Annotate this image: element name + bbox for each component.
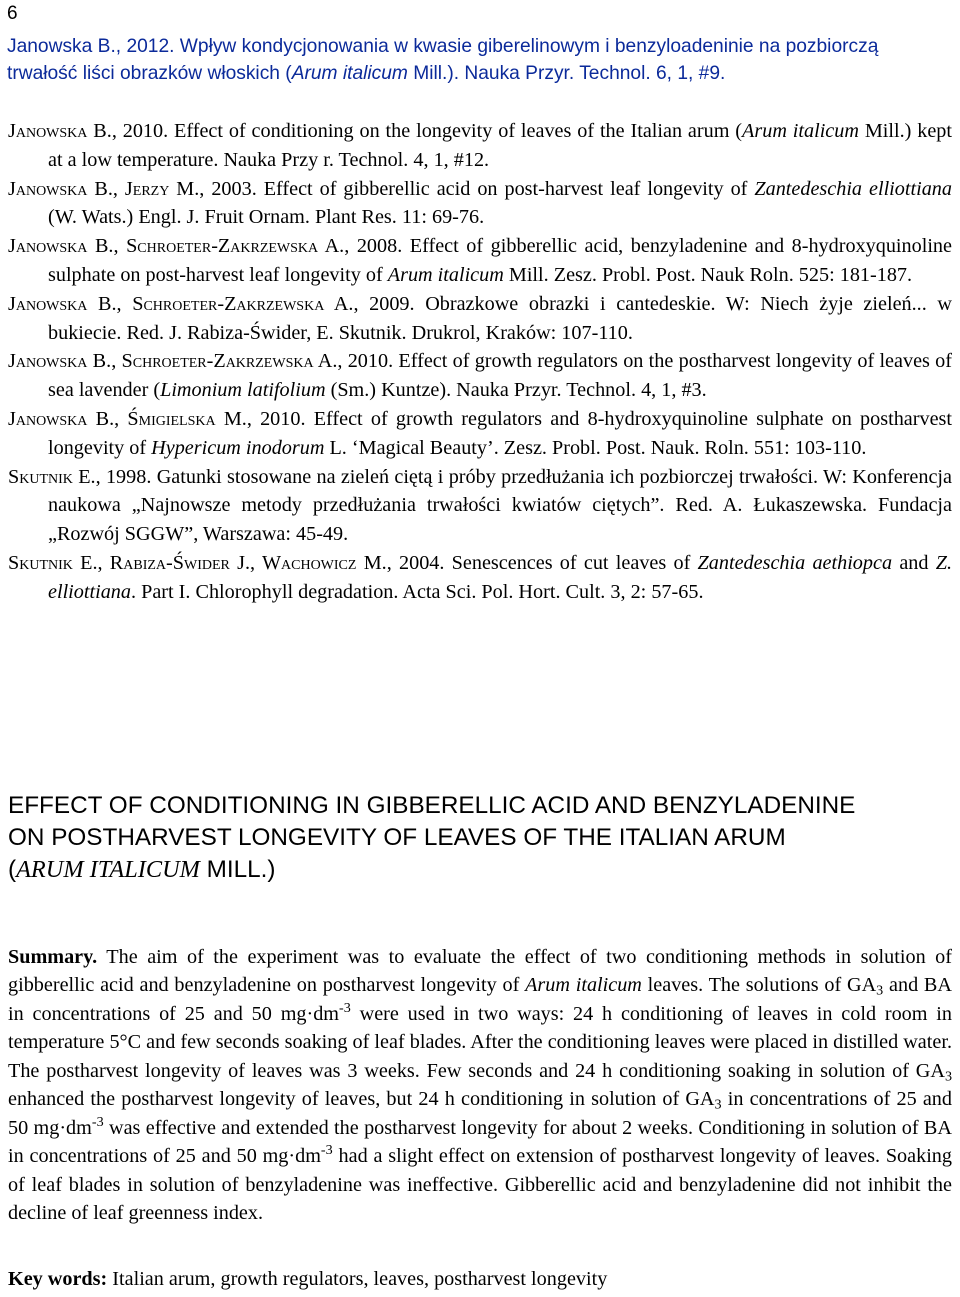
reference-text: and <box>892 551 936 574</box>
reference-text: L. ‘Magical Beauty’. Zesz. Probl. Post. Nauk. Roln. 551: 103-110. <box>324 436 867 459</box>
summary-text: had a slight effect on extension of postharvest longevity of leaves. Soaking of leaf blades in solution of benzyladenine was ineffective. Gibberellic acid and benzyladenine did not inhibit the decline of leaf greenness index. <box>8 1145 952 1225</box>
reference-species: Z. elliottiana <box>48 551 952 603</box>
summary-paragraph <box>8 943 952 1228</box>
reference-authors: Janowska B., Jerzy M. <box>8 177 200 200</box>
references-list <box>8 117 952 607</box>
title-paren: ( <box>8 856 17 883</box>
reference-text: , 2010. Effect of conditioning on the longevity of leaves of the Italian arum ( <box>111 120 743 142</box>
reference-text: . Part I. Chlorophyll degradation. Acta Sci. Pol. Hort. Cult. 3, 2: 57-65. <box>131 580 704 603</box>
reference-species: Arum italicum <box>742 120 859 142</box>
reference-item <box>8 290 952 348</box>
reference-species: Hypericum inodorum <box>151 436 325 459</box>
reference-text: , 2004. Senescences of cut leaves of <box>386 551 698 574</box>
reference-species: Limonium latifolium <box>160 379 326 402</box>
subscript: 3 <box>944 1068 952 1085</box>
reference-authors: Janowska B., Schroeter-Zakrzewska A. <box>8 292 354 315</box>
reference-text: , 2003. Effect of gibberellic acid on post-harvest leaf longevity of <box>199 177 755 200</box>
reference-item <box>8 175 952 233</box>
reference-text: , 2010. Effect of growth regulators on the postharvest longevity of leaves of sea lavender ( <box>48 350 952 402</box>
reference-text: , 2009. Obrazkowe obrazki i cantedeskie. W: Niech żyje zieleń... w bukiecie. Red. J. Rabiza-Świder, E. Skutnik. Drukrol, Kraków: 107-110. <box>48 292 952 344</box>
title-species: ARUM ITALICUM <box>16 856 200 883</box>
reference-item <box>8 347 952 405</box>
title-text: MILL.) <box>199 856 276 883</box>
reference-text: , 2008. Effect of gibberellic acid, benzyladenine and 8-hydroxyquinoline sulphate on post-harvest leaf longevity of <box>48 235 952 286</box>
superscript: -3 <box>320 1142 333 1159</box>
reference-authors: Janowska B., Schroeter-Zakrzewska A. <box>8 235 345 258</box>
citation-text: Janowska B., 2012. Wpływ kondycjonowania w kwasie giberelinowym i benzyloadeninie na pozbiorczą trwałość liści obrazków włoskich ( <box>7 36 879 84</box>
reference-authors: Janowska B., Śmigielska M. <box>8 407 247 430</box>
reference-species: Zantedeschia elliottiana <box>754 177 952 200</box>
summary-text: and BA in concentrations of 25 and 50 mg·dm <box>8 974 952 1025</box>
reference-item <box>8 405 952 463</box>
reference-authors: Skutnik E., Rabiza-Świder J., Wachowicz M. <box>8 551 387 574</box>
reference-authors: Skutnik E. <box>8 465 96 488</box>
reference-text: (Sm.) Kuntze). Nauka Przyr. Technol. 4, 1, #3. <box>325 379 707 402</box>
reference-item <box>8 549 952 607</box>
reference-text: Mill. Zesz. Probl. Post. Nauk Roln. 525: 181-187. <box>503 263 913 286</box>
summary-species: Arum italicum <box>525 974 642 997</box>
article-title <box>8 790 952 886</box>
reference-item <box>8 232 952 290</box>
keywords <box>8 1265 952 1293</box>
citation-species: Arum italicum <box>291 63 408 84</box>
superscript: -3 <box>339 1000 351 1017</box>
keywords-text: Italian arum, growth regulators, leaves, postharvest longevity <box>107 1268 608 1290</box>
reference-text: (W. Wats.) Engl. J. Fruit Ornam. Plant Res. 11: 69-76. <box>48 206 485 229</box>
subscript: 3 <box>876 982 884 999</box>
reference-text: Mill.) kept at a low temperature. Nauka Przy r. Technol. 4, 1, #12. <box>48 120 952 171</box>
summary-text: enhanced the postharvest longevity of leaves, but 24 h conditioning in solution of GA <box>8 1088 715 1111</box>
title-line <box>8 854 952 886</box>
reference-item <box>8 117 952 175</box>
reference-species: Arum italicum <box>387 263 504 286</box>
summary-text: leaves. The solutions of GA <box>641 974 877 997</box>
citation-header <box>7 33 952 87</box>
title-line: EFFECT OF CONDITIONING IN GIBBERELLIC ACID AND BENZYLADENINE <box>8 792 856 819</box>
reference-species: Zantedeschia aethiopca <box>697 551 893 574</box>
keywords-label: Key words: <box>8 1268 108 1290</box>
reference-item <box>8 463 952 549</box>
summary-text: The aim of the experiment was to evaluate the effect of two conditioning methods in solution of gibberellic acid and benzyladenine on postharvest longevity of <box>8 946 952 997</box>
reference-text: , 1998. Gatunki stosowane na zieleń ciętą i próby przedłużania ich pozbiorczej trwałości. W: Konferencja naukowa „Najnowsze metody przedłużania trwałości kwiatów ciętych”. Red. A. Łukaszewska. Fundacja „Rozwój SGGW”, Warszawa: 45-49. <box>48 465 952 546</box>
reference-authors: Janowska B. <box>8 120 112 142</box>
citation-text: Mill.). Nauka Przyr. Technol. 6, 1, #9. <box>407 63 726 84</box>
subscript: 3 <box>714 1096 722 1113</box>
summary-label: Summary. <box>8 946 98 968</box>
superscript: -3 <box>91 1113 104 1130</box>
reference-text: , 2010. Effect of growth regulators and 8-hydroxyquinoline sulphate on postharvest longevity of <box>48 407 952 459</box>
page-number: 6 <box>7 3 18 24</box>
summary-text: were used in two ways: 24 h conditioning of leaves in cold room in temperature 5°C and few seconds soaking of leaf blades. After the conditioning leaves were placed in distilled water. The postharvest longevity of leaves was 3 weeks. Few seconds and 24 h conditioning soaking in solution of GA <box>8 1002 952 1082</box>
title-line: ON POSTHARVEST LONGEVITY OF LEAVES OF THE ITALIAN ARUM <box>8 824 786 851</box>
summary-text: was effective and extended the postharvest longevity for about 2 weeks. Conditioning in solution of BA in concentrations of 25 and 50 mg·dm <box>8 1116 952 1168</box>
reference-authors: Janowska B., Schroeter-Zakrzewska A. <box>8 350 338 373</box>
summary-text: in concentrations of 25 and 50 mg·dm <box>8 1088 952 1139</box>
